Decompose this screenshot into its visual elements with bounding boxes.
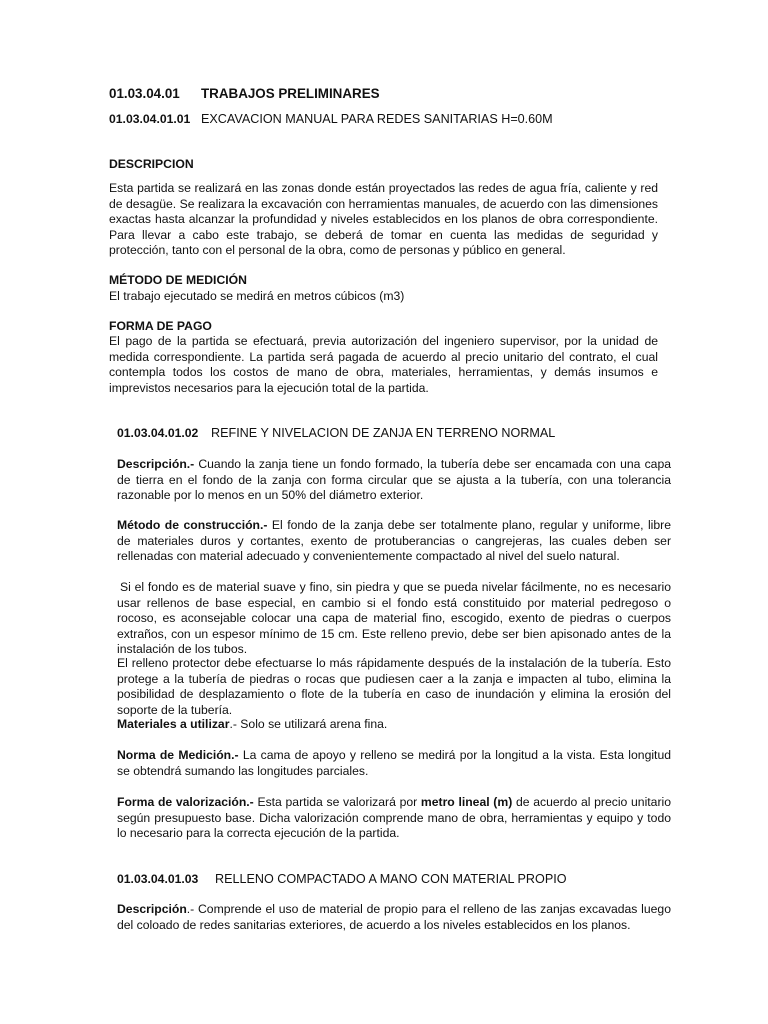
item2-desc-text: Cuando la zanja tiene un fondo formado, la tubería debe ser encamada con una capa de tierra en el fondo de la zanja con forma circular que se ajusta a la tubería, con una tolerancia razonable por lo menos en un 50% del diámetro exterior. bbox=[117, 457, 671, 503]
section-code: 01.03.04.01 bbox=[109, 86, 180, 101]
item2-para-relleno: El relleno protector debe efectuarse lo más rápidamente después de la instalación de la tubería. Esto protege a la tubería de piedras o rocas que pudiesen caer a la zanja e impacten al tubo, elimina la posibilidad de desplazamiento o flote de la tubería en caso de inundación y elimina la erosión del soporte de la tubería. bbox=[117, 656, 671, 717]
item3-title: RELLENO COMPACTADO A MANO CON MATERIAL PROPIO bbox=[215, 872, 567, 886]
item1-desc-text: Esta partida se realizará en las zonas donde están proyectados las redes de agua fría, caliente y red de desagüe. Se realizara la excavación con herramientas manuales, de acuerdo con las dimensiones exactas hasta alcanzar la profundidad y niveles establecidos en los planos de obra correspondiente. Para llevar a cabo este trabajo, se deberá de tomar en cuenta las medidas de seguridad y protección, tanto con el personal de la obra, como de personas y público en general. bbox=[109, 181, 658, 258]
item1-pay-heading: FORMA DE PAGO bbox=[109, 319, 212, 333]
item1-title: EXCAVACION MANUAL PARA REDES SANITARIAS H=0.60M bbox=[201, 112, 553, 126]
item2-constr-label: Método de construcción.- bbox=[117, 518, 268, 532]
item1-method-text: El trabajo ejecutado se medirá en metros cúbicos (m3) bbox=[109, 289, 405, 303]
item2-norma-text: La cama de apoyo y relleno se medirá por la longitud a la vista. Esta longitud se obtendrá sumando las longitudes parciales. bbox=[117, 748, 671, 778]
item2-mat-text: .- Solo se utilizará arena fina. bbox=[229, 717, 388, 731]
item1-pay-text: El pago de la partida se efectuará, previa autorización del ingeniero supervisor, por la unidad de medida correspondiente. La partida será pagada de acuerdo al precio unitario del contrato, el cual contempla todos los costos de mano de obra, materiales, herramientas, y demás insumos e imprevistos necesarios para la ejecución total de la partida. bbox=[109, 334, 658, 395]
item2-valor-text-2: de acuerdo al precio unitario según presupuesto base. Dicha valorización comprende mano de obra, herramientas y equipo y todo lo necesario para la correcta ejecución de la partida. bbox=[117, 795, 671, 841]
item2-code: 01.03.04.01.02 bbox=[117, 426, 199, 440]
item2-valor-text-1: Esta partida se valorizará por bbox=[253, 795, 421, 809]
item2-construction bbox=[117, 518, 671, 565]
item1-desc-heading: DESCRIPCION bbox=[109, 157, 194, 171]
item2-mat-label: Materiales a utilizar bbox=[117, 717, 230, 731]
item2-constr-text: El fondo de la zanja debe ser totalmente plano, regular y uniforme, libre de materiales duros y cortantes, exento de protuberancias o cangrejeras, las cuales deben ser rellenadas con material adecuado y convenientemente compactado al nivel del suelo natural. bbox=[117, 518, 671, 564]
item2-norma-label: Norma de Medición.- bbox=[117, 748, 239, 762]
item2-norma bbox=[117, 748, 671, 779]
item2-valorizacion bbox=[117, 795, 671, 842]
item2-desc-label: Descripción.- bbox=[117, 457, 195, 471]
item2-desc bbox=[117, 457, 671, 504]
item3-code: 01.03.04.01.03 bbox=[117, 872, 199, 886]
section-title: TRABAJOS PRELIMINARES bbox=[201, 86, 380, 101]
item2-para-fondo: Si el fondo es de material suave y fino, sin piedra y que se pueda nivelar fácilmente, no es necesario usar rellenos de base especial, en cambio si el fondo está constituido por material pedregoso o rocoso, es aconsejable colocar una capa de material fino, escogido, exento de piedras o cuerpos extraños, con un espesor mínimo de 15 cm. Este relleno previo, debe ser bien apisonado antes de la instalación de los tubos. bbox=[117, 580, 671, 657]
item3-desc-label: Descripción bbox=[117, 902, 187, 916]
item3-desc-text: .- Comprende el uso de material de propio para el relleno de las zanjas excavadas luego del coloado de redes sanitarias exteriores, de acuerdo a los niveles establecidos en los planos. bbox=[117, 902, 671, 932]
item1-method-heading: MÉTODO DE MEDICIÓN bbox=[109, 273, 247, 287]
item2-materials bbox=[117, 717, 671, 733]
item2-valor-label: Forma de valorización.- bbox=[117, 795, 254, 809]
item2-valor-bold: metro lineal (m) bbox=[420, 795, 513, 809]
item2-title: REFINE Y NIVELACION DE ZANJA EN TERRENO NORMAL bbox=[211, 426, 556, 440]
item3-desc bbox=[117, 902, 671, 933]
item1-code: 01.03.04.01.01 bbox=[109, 112, 191, 126]
